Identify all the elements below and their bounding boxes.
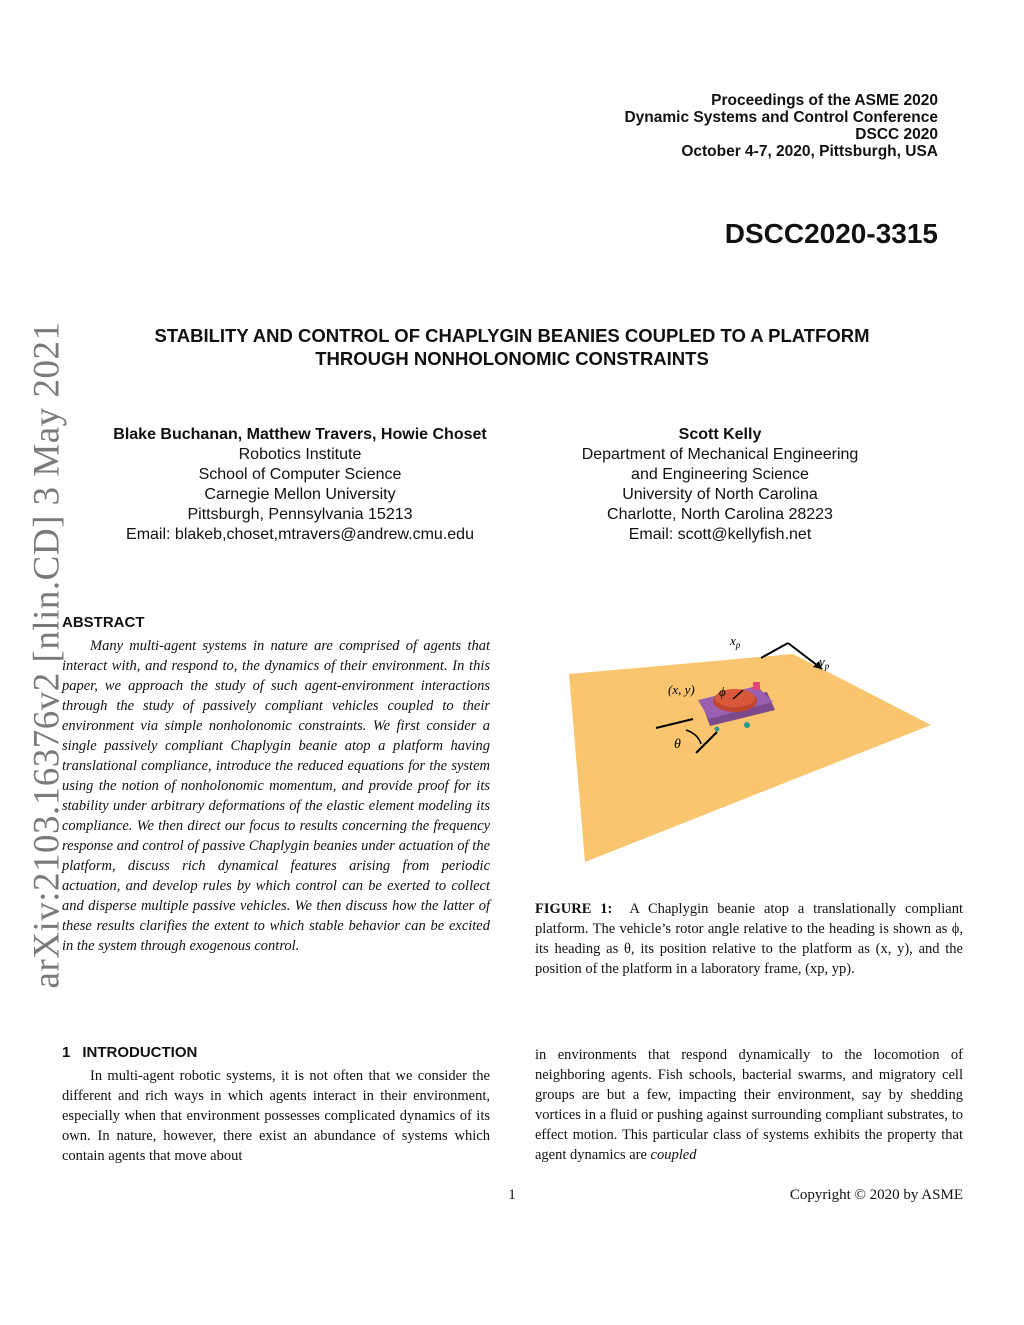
wheel xyxy=(715,727,720,732)
arxiv-stamp-text: arXiv:2103.16376v2 [nlin.CD] 3 May 2021 xyxy=(26,321,68,989)
caption-text: A Chaplygin beanie atop a translationally compliant platform. The vehicle’s rotor angle relative to the heading is shown as ϕ, its heading as θ, its position relative to the platform as (x, y), and the position of the platform in a laboratory frame, (xp, yp). xyxy=(535,901,963,977)
affiliation-line: Charlotte, North Carolina 28223 xyxy=(607,506,833,523)
affiliation-line: and Engineering Science xyxy=(631,466,809,483)
figure-chaplygin-beanie xyxy=(535,630,965,880)
introduction-text-right xyxy=(535,1045,963,1165)
proceedings-line: October 4-7, 2020, Pittsburgh, USA xyxy=(681,143,938,160)
paper-title xyxy=(60,324,964,370)
intro-right-emphasis: coupled xyxy=(650,1147,697,1163)
title-line: THROUGH NONHOLONOMIC CONSTRAINTS xyxy=(315,348,709,369)
position-label: (x, y) xyxy=(668,682,695,697)
paper-id: DSCC2020-3315 xyxy=(724,218,938,249)
section-heading-introduction xyxy=(62,1044,197,1061)
author-block-right xyxy=(570,425,870,545)
section-number: 1 xyxy=(62,1044,71,1061)
figure-caption xyxy=(535,899,963,979)
author-names: Scott Kelly xyxy=(678,426,762,443)
caption-label: FIGURE 1: xyxy=(535,901,613,917)
yp-label: $y_p$ xyxy=(819,654,830,671)
proceedings-line: DSCC 2020 xyxy=(855,126,938,143)
affiliation-line: School of Computer Science xyxy=(198,466,402,483)
proceedings-header xyxy=(624,92,938,160)
affiliation-line: Pittsburgh, Pennsylvania 15213 xyxy=(187,506,413,523)
rotor-knob xyxy=(753,682,760,690)
author-email: Email: scott@kellyfish.net xyxy=(628,526,812,543)
abstract-heading: ABSTRACT xyxy=(62,614,145,631)
proceedings-line: Dynamic Systems and Control Conference xyxy=(624,109,938,126)
theta-label: θ xyxy=(674,737,681,752)
author-block-left xyxy=(100,425,500,545)
intro-right-body: in environments that respond dynamically to the locomotion of neighboring agents. Fish schools, bacterial swarms, and migratory cell groups are but a few, impacting their environment, say by shedding vortices in a fluid or pushing against surrounding compliant substrates, to effect motion. This particular class of systems exhibits the property that agent dynamics are xyxy=(535,1047,963,1163)
affiliation-line: Department of Mechanical Engineering xyxy=(581,446,859,463)
introduction-text-left: In multi-agent robotic systems, it is not often that we consider the different and rich ways in which agents interact in their environment, especially when that environment possesses complicated dynamics of its own. In nature, however, there exist an abundance of systems which contain agents that move about xyxy=(62,1068,490,1164)
copyright-notice: Copyright © 2020 by ASME xyxy=(789,1187,963,1203)
proceedings-line: Proceedings of the ASME 2020 xyxy=(711,92,938,109)
section-title: INTRODUCTION xyxy=(82,1044,198,1061)
wheel xyxy=(744,722,750,728)
platform xyxy=(569,654,931,862)
xp-label: $x_p$ xyxy=(730,633,741,650)
affiliation-line: University of North Carolina xyxy=(622,486,818,503)
author-names: Blake Buchanan, Matthew Travers, Howie Choset xyxy=(113,426,487,443)
author-email: Email: blakeb,choset,mtravers@andrew.cmu.edu xyxy=(126,526,474,543)
title-line: STABILITY AND CONTROL OF CHAPLYGIN BEANIES COUPLED TO A PLATFORM xyxy=(154,325,870,346)
page-number: 1 xyxy=(508,1187,516,1203)
abstract-text: Many multi-agent systems in nature are comprised of agents that interact with, and respond to, the dynamics of their environment. In this paper, we approach the study of such agent-environment interactions through the study of passively compliant vehicles coupled to their environment via simple nonholonomic constraints. We first consider a single passively compliant Chaplygin beanie atop a platform having translational compliance, introduce the reduced equations for the system using the notion of nonholonomic momentum, and provide proof for its stability under arbitrary deformations of the elastic element modeling its compliance. We then direct our focus to results concerning the frequency response and control of passive Chaplygin beanies under actuation of the platform, discuss rich dynamical features arising from periodic actuation, and develop rules by which control can be exerted to collect and disperse multiple passive vehicles. We then discuss how the latter of these results clarifies the extent to which stable behavior can be excited in the system through exogenous control. xyxy=(62,638,490,954)
affiliation-line: Carnegie Mellon University xyxy=(204,486,396,503)
phi-label: ϕ xyxy=(719,684,726,699)
affiliation-line: Robotics Institute xyxy=(238,446,362,463)
